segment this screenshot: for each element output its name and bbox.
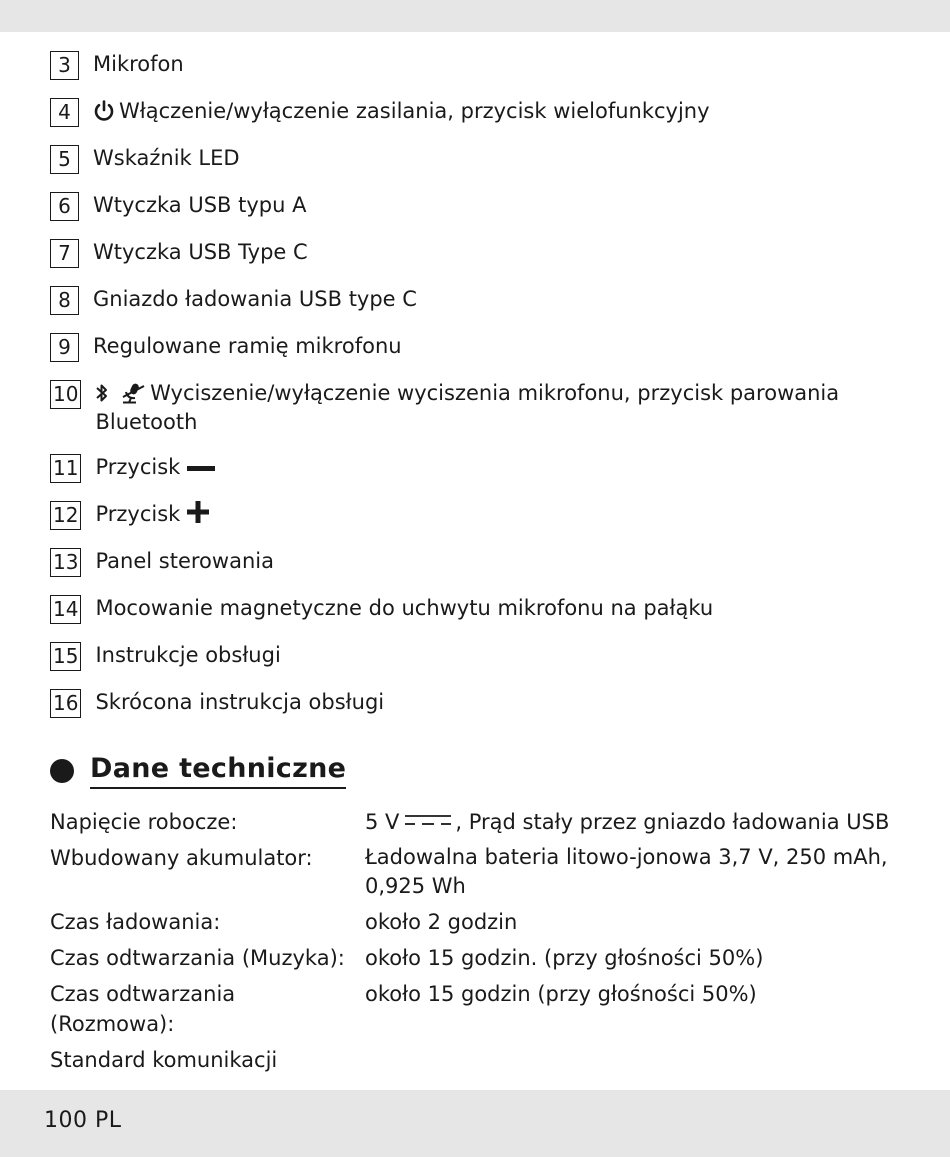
spec-row — [50, 943, 920, 973]
item-text: Wyciszenie/wyłączenie wyciszenia mikrofonu, przycisk parowania Bluetooth — [95, 381, 840, 434]
spec-row — [50, 1045, 920, 1075]
item-text: Wskaźnik LED — [93, 146, 240, 170]
list-item — [50, 191, 910, 221]
dc-symbol-icon — [403, 813, 453, 827]
top-band — [0, 0, 950, 32]
item-number: 14 — [50, 595, 81, 624]
spec-value — [365, 1045, 920, 1075]
spec-value: około 15 godzin. (przy głośności 50%) — [365, 946, 764, 970]
spec-value: około 15 godzin (przy głośności 50%) — [365, 982, 757, 1006]
spec-row — [50, 843, 920, 901]
item-number: 16 — [50, 689, 81, 718]
list-item — [50, 688, 910, 718]
spec-value-prefix: 5 V — [365, 810, 400, 834]
minus-icon — [187, 466, 215, 472]
spec-row — [50, 807, 920, 837]
spec-label: Czas odtwarzania (Muzyka): — [50, 946, 345, 970]
item-number: 3 — [50, 51, 79, 80]
item-text: Przycisk — [95, 455, 181, 479]
power-icon — [93, 100, 115, 122]
item-text: Regulowane ramię mikrofonu — [93, 334, 402, 358]
bluetooth-icon — [95, 382, 109, 404]
item-number: 7 — [50, 239, 79, 268]
item-text: Przycisk — [95, 502, 181, 526]
spec-row — [50, 907, 920, 937]
item-number: 13 — [50, 548, 81, 577]
item-number: 15 — [50, 642, 81, 671]
list-item — [50, 453, 910, 483]
spec-row — [50, 979, 920, 1039]
spec-label: Czas odtwarzania (Rozmowa): — [50, 982, 236, 1036]
spec-value — [365, 807, 920, 837]
parts-list — [50, 50, 910, 735]
spec-label: Wbudowany akumulator: — [50, 846, 313, 870]
item-number: 6 — [50, 192, 79, 221]
item-text: Skrócona instrukcja obsługi — [95, 690, 385, 714]
spec-value: około 2 godzin — [365, 910, 518, 934]
item-text: Mikrofon — [93, 52, 184, 76]
plus-icon — [187, 501, 209, 523]
item-number: 11 — [50, 454, 81, 483]
spec-label: Napięcie robocze: — [50, 810, 238, 834]
section-heading — [50, 752, 346, 789]
spec-label: Czas ładowania: — [50, 910, 221, 934]
page-number: 100 PL — [44, 1108, 122, 1133]
spec-value-text: , Prąd stały przez gniazdo ładowania USB — [455, 810, 890, 834]
bottom-band — [0, 1090, 950, 1157]
section-title: Dane techniczne — [90, 752, 346, 789]
item-text: Gniazdo ładowania USB type C — [93, 287, 417, 311]
list-item — [50, 379, 910, 437]
list-item — [50, 285, 910, 315]
item-number: 4 — [50, 98, 79, 127]
item-number: 8 — [50, 286, 79, 315]
list-item — [50, 594, 910, 624]
item-text: Włączenie/wyłączenie zasilania, przycisk wielofunkcyjny — [119, 99, 710, 123]
item-text: Mocowanie magnetyczne do uchwytu mikrofonu na pałąku — [95, 596, 714, 620]
item-text: Wtyczka USB Type C — [93, 240, 308, 264]
item-text: Panel sterowania — [95, 549, 274, 573]
list-item — [50, 97, 910, 127]
list-item — [50, 332, 910, 362]
list-item — [50, 238, 910, 268]
item-text: Wtyczka USB typu A — [93, 193, 307, 217]
spec-value: Ładowalna bateria litowo-jonowa 3,7 V, 250 mAh, 0,925 Wh — [365, 845, 888, 898]
item-number: 9 — [50, 333, 79, 362]
list-item — [50, 144, 910, 174]
bullet-icon — [50, 759, 74, 783]
item-number: 12 — [50, 501, 81, 530]
list-item — [50, 547, 910, 577]
mic-mute-icon — [120, 382, 146, 404]
list-item — [50, 50, 910, 80]
list-item — [50, 641, 910, 671]
item-text: Instrukcje obsługi — [95, 643, 281, 667]
item-number: 10 — [50, 380, 81, 409]
spec-table — [50, 807, 920, 1081]
list-item — [50, 500, 910, 530]
item-number: 5 — [50, 145, 79, 174]
spec-label: Standard komunikacji — [50, 1048, 278, 1072]
